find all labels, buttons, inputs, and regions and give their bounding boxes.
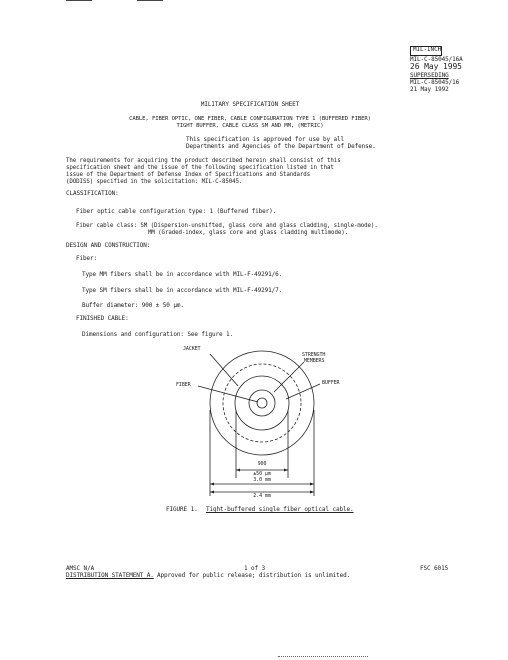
figure-caption-prefix: FIGURE 1.: [166, 506, 198, 513]
label-fiber: FIBER: [176, 382, 191, 388]
design-heading: DESIGN AND CONSTRUCTION:: [66, 242, 151, 249]
intro-line: issue of the Department of Defense Index of Specifications and Standards: [66, 172, 311, 178]
sheet-title: MILITARY SPECIFICATION SHEET: [200, 101, 300, 108]
fiber-cladding: [249, 390, 275, 416]
label-buffer: BUFFER: [322, 380, 340, 386]
intro-line: (DODISS) specified in the solicitation: MIL-C-85045.: [66, 179, 243, 185]
jacket-leader: [210, 354, 238, 386]
fiber-core: [257, 398, 267, 408]
page-number: 1 of 3: [244, 565, 266, 572]
dimensions-line: Dimensions and configuration: See figure 1.: [82, 331, 234, 338]
approval-line2: Departments and Agencies of the Department of Defense.: [186, 143, 376, 150]
scan-mark-left: [66, 0, 92, 1]
strength-member-ring: [223, 364, 301, 442]
cable-class-line2: MM (Graded-index, glass core and glass cladding multimode).: [148, 230, 349, 236]
fsc-code: FSC 6015: [420, 565, 449, 572]
ref-superseding: SUPERSEDING: [410, 72, 449, 79]
intro-line: The requirements for acquiring the product described herein shall consist of this: [66, 158, 341, 164]
dim-inner-tolerance: ±50 μm: [253, 471, 271, 477]
label-strength-2: MEMBERS: [304, 358, 325, 364]
fiber-leader: [198, 386, 258, 402]
buffer-leader: [286, 384, 320, 399]
dim-inner-value: 900: [257, 461, 267, 467]
cable-class-line1: Fiber cable class: SM (Dispersion-unshifted, glass core and glass cladding, single-mode).: [76, 223, 378, 229]
label-strength-1: STRENGTH: [302, 352, 326, 358]
approval-line1: This specification is approved for use by all: [186, 136, 345, 143]
figure-caption-text: Tight-buffered single fiber optical cable.: [206, 506, 354, 513]
intro-line: specification sheet and the issue of the following specification listed in that: [66, 165, 334, 171]
buffer-diameter-line: Buffer diameter: 900 ± 50 μm.: [82, 302, 184, 309]
mm-fiber-line: Type MM fibers shall be in accordance with MIL-F-49291/6.: [82, 271, 283, 278]
distribution-label: DISTRIBUTION STATEMENT A.: [66, 572, 154, 579]
label-jacket: JACKET: [183, 346, 201, 352]
doc-title-line1: CABLE, FIBER OPTIC, ONE FIBER, CABLE CONFIGURATION TYPE 1 (BUFFERED FIBER): [129, 116, 371, 122]
ref-prev-date: 21 May 1992: [410, 86, 449, 93]
dim-outer-2: 2.4 mm: [253, 493, 271, 499]
finished-cable-label: FINISHED CABLE:: [76, 315, 129, 322]
fiber-label: Fiber:: [76, 255, 98, 262]
ref-prev-id: MIL-C-85045/16: [410, 79, 460, 86]
sm-fiber-line: Type SM fibers shall be in accordance with MIL-F-49291/7.: [82, 287, 283, 294]
doc-title-line2: TIGHT BUFFER, CABLE CLASS SM AND MM, (METRIC): [176, 123, 324, 129]
ref-doc-id: MIL-C-85045/16A: [410, 56, 463, 63]
buffer-ring: [235, 376, 289, 430]
classification-heading: CLASSIFICATION:: [66, 190, 119, 197]
jacket-ring: [210, 351, 314, 455]
amsc-line: AMSC N/A: [66, 565, 95, 572]
distribution-text: Approved for public release; distribution is unlimited.: [157, 572, 351, 579]
dim-outer-1: 3.0 mm: [253, 477, 271, 483]
config-type-line: Fiber optic cable configuration type: 1 (Buffered fiber).: [76, 208, 277, 215]
scan-artifact-bottom: [278, 656, 368, 658]
ref-boxed-text: MIL-INCH: [413, 46, 442, 53]
ref-date: 26 May 1995: [410, 62, 462, 71]
scan-mark-right: [137, 0, 163, 1]
strength-leader: [274, 362, 304, 392]
